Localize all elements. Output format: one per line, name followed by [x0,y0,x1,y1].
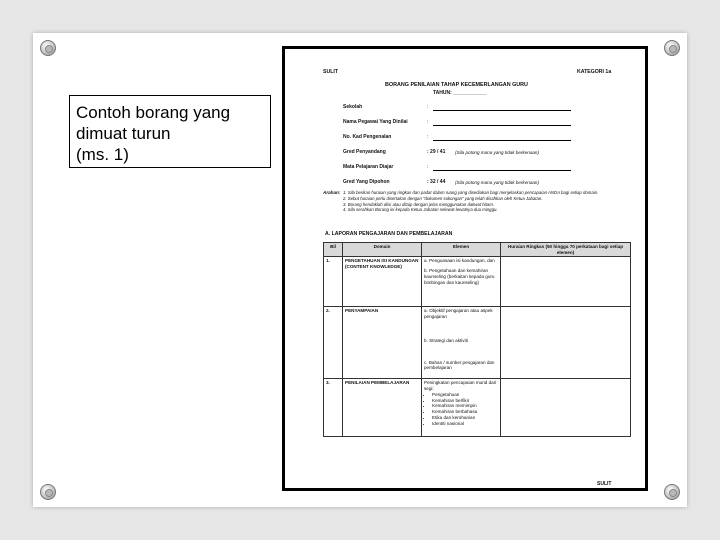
row-domain: PENGETAHUAN ISI KANDUNGAN (CONTENT KNOWLEDGE) [343,257,422,307]
element-bullets [424,392,498,426]
row-elements [422,257,501,307]
sulit-label: SULIT [323,69,338,75]
row-domain: PENILAIAN PEMBELAJARAN [343,379,422,437]
table-header-row [324,243,631,257]
instruction-item: 4. Sila serahkan Borang ini kepada Ketua Jabatan selewat-lewatnya dua minggu. [343,207,498,213]
table-row [324,257,631,307]
row-elements [422,307,501,379]
field-value: : 29 / 41 [427,149,446,155]
row-domain: PENYAMPAIAN [343,307,422,379]
pin-icon [40,40,56,56]
field-value: : [427,164,429,170]
caption-line: Contoh borang yang [76,103,231,122]
bullet-item: • Identiti nasional [432,421,498,427]
bullet-item: • Kemahiran berbahasa [432,409,498,415]
document-page [285,49,645,488]
evaluation-table [323,242,631,437]
field-label: No. Kad Pengenalan [343,134,392,140]
pin-icon [664,484,680,500]
bullet-item: • Kemahiran berfikir [432,398,498,404]
element-item: a. Penguasaan isi kandungan, dan [424,258,495,264]
element-item: b. Strategi dan aktiviti [424,337,468,343]
instruction-item: 2. Sebut huraian perlu disertakan dengan "dokumen sokongan" yang telah disahkan oleh Ketua Jabatan. [343,195,543,201]
instructions [343,190,638,213]
field-underline [433,110,571,111]
field-label: Gred Penyandang [343,149,386,155]
field-label: Mata Pelajaran Diajar [343,164,394,170]
table-header: Bil [324,243,343,257]
form-year: TAHUN: ____________ [433,90,487,96]
element-item: c. Bahan / sumber pengajaran dan pembelajaran [424,359,495,371]
row-answer-cell [501,257,631,307]
row-answer-cell [501,307,631,379]
section-a-heading: A. LAPORAN PENGAJARAN DAN PEMBELAJARAN [325,231,453,237]
element-intro: Peningkatan pencapaian murid dari segi: [424,380,497,392]
pin-icon [664,40,680,56]
table-row [324,379,631,437]
field-underline [433,170,571,171]
element-item: b. Pengetahuan dan kemahiran kaunseling (berkaitan kepada guru bimbingan dan kaunseling) [424,268,495,285]
table-header: Domain [343,243,422,257]
pin-icon [40,484,56,500]
bullet-item: • Kemahiran memimpin [432,403,498,409]
instruction-item: 1. Sila berikan huraian yang ringkas dan padat dalam ruang yang disediakan bagi menjelaskan pencapaian ANDA bagi setiap domain. [343,190,599,195]
field-value: : 32 / 44 [427,179,446,185]
row-elements [422,379,501,437]
caption-line: dimuat turun [76,124,171,143]
field-value: : [427,104,429,110]
table-header: Elemen [422,243,501,257]
instruction-item: 3. Borang hendaklah diisi atau ditaip dengan jelas menggunakan dakwat hitam. [343,201,494,207]
row-number: 3. [324,379,343,437]
field-value: : [427,134,429,140]
caption-line: (ms. 1) [76,145,129,164]
document-image [282,46,648,491]
table-header: Huraian Ringkas (50 hingga 70 perkataan bagi setiap elemen) [501,243,631,257]
form-title: BORANG PENILAIAN TAHAP KECEMERLANGAN GURU [385,82,528,88]
notes-label: Arahan: [323,190,341,195]
field-note: (Sila potong mana yang tidak berkenaan) [455,179,540,185]
field-label: Gred Yang Dipohon [343,179,390,185]
sulit-footer: SULIT [597,481,612,487]
caption-box [69,95,271,168]
kategori-label: KATEGORI 1a [577,69,612,75]
field-note: (Sila potong mana yang tidak berkenaan) [455,149,540,155]
bullet-item: • Pengetahuan [432,392,498,398]
field-underline [433,125,571,126]
row-number: 2. [324,307,343,379]
field-value: : [427,119,429,125]
element-item: a. Objektif pengajaran atau aspek pengajaran [424,308,493,320]
table-row [324,307,631,379]
field-label: Sekolah [343,104,363,110]
row-number: 1. [324,257,343,307]
field-label: Nama Pegawai Yang Dinilai [343,119,408,125]
row-answer-cell [501,379,631,437]
bullet-item: • Etika dan kerohanian [432,415,498,421]
field-underline [433,140,571,141]
